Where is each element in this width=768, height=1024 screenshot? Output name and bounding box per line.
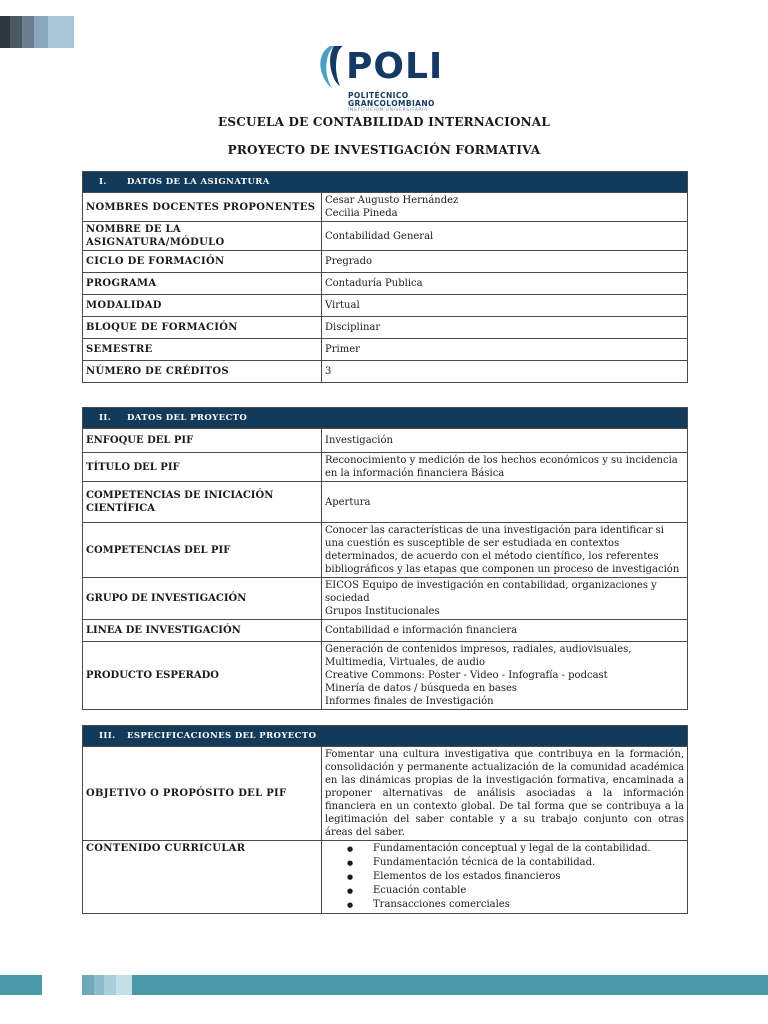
table-row [83, 317, 688, 339]
poli-swoosh-icon [316, 44, 346, 88]
row-label: SEMESTRE [83, 339, 322, 361]
logo-line3: INSTITUCIÓN UNIVERSITARIA [348, 108, 428, 113]
row-value: Conocer las características de una investigación para identificar si una cuestión es susceptible de ser estudiada en contextos determinados, de acuerdo con el método científico, los referentes bibliográficos y las etapas que componen un proceso de investigación [322, 523, 688, 578]
row-value: Investigación [322, 429, 688, 453]
content-list [325, 842, 684, 912]
logo-brand: POLI [346, 46, 444, 87]
table-row [83, 361, 688, 383]
row-value: Cesar Augusto Hernández [325, 195, 459, 206]
row-label: COMPETENCIAS DEL PIF [83, 523, 322, 578]
section-number: I. [99, 176, 107, 187]
row-label: GRUPO DE INVESTIGACIÓN [83, 578, 322, 620]
section-title: DATOS DE LA ASIGNATURA [127, 176, 270, 187]
table-row [83, 482, 688, 523]
row-value: Apertura [322, 482, 688, 523]
row-label: MODALIDAD [83, 295, 322, 317]
objective-text: Fomentar una cultura investigativa que contribuya en la formación, consolidación y permanente actualización de la comunidad académica en las dinámicas propias de la investigación formativa, encaminada a proponer alternativas de análisis asociadas a la información financiera en un contexto global. De tal forma que se contribuya a la legitimación del saber contable y a su trabajo conjunto con otras áreas del saber. [322, 747, 688, 841]
footer-decorative-bar [0, 975, 768, 995]
row-value: Primer [322, 339, 688, 361]
section-header [83, 726, 688, 747]
row-label: NOMBRE DE LA ASIGNATURA/MÓDULO [83, 222, 322, 251]
top-decorative-bar [0, 16, 74, 48]
table-row [83, 222, 688, 251]
table-row [83, 339, 688, 361]
table-row [83, 453, 688, 482]
row-value: Contaduría Publica [322, 273, 688, 295]
table-row [83, 620, 688, 642]
row-value: Contabilidad e información financiera [322, 620, 688, 642]
table-row [83, 747, 688, 841]
section-proyecto-table [82, 407, 688, 710]
list-item: ● Elementos de los estados financieros [347, 870, 684, 884]
list-item: ● Transacciones comerciales [347, 898, 684, 912]
section-number: III. [99, 730, 116, 741]
logo-line2: GRANCOLOMBIANO [348, 99, 435, 108]
row-label: PRODUCTO ESPERADO [83, 642, 322, 710]
row-label: BLOQUE DE FORMACIÓN [83, 317, 322, 339]
row-value: Disciplinar [322, 317, 688, 339]
poli-logo [316, 44, 456, 116]
section-number: II. [99, 412, 112, 423]
row-value: Grupos Institucionales [325, 606, 440, 617]
row-label: PROGRAMA [83, 273, 322, 295]
row-label: NOMBRES DOCENTES PROPONENTES [83, 193, 322, 222]
row-value: Minería de datos / búsqueda en bases [325, 683, 518, 694]
project-title: PROYECTO DE INVESTIGACIÓN FORMATIVA [227, 143, 541, 157]
row-value: Informes finales de Investigación [325, 696, 494, 707]
list-item: ● Fundamentación técnica de la contabilidad. [347, 856, 684, 870]
section-header [83, 408, 688, 429]
section-asignatura-table [82, 171, 688, 383]
table-row [83, 642, 688, 710]
objective-label: OBJETIVO O PROPÓSITO DEL PIF [83, 747, 322, 841]
section-title: DATOS DEL PROYECTO [127, 412, 248, 423]
row-value: Contabilidad General [322, 222, 688, 251]
row-value: Virtual [322, 295, 688, 317]
row-value: Pregrado [322, 251, 688, 273]
school-title: ESCUELA DE CONTABILIDAD INTERNACIONAL [218, 115, 550, 129]
logo-line1: POLITÉCNICO [348, 91, 409, 100]
table-row [83, 429, 688, 453]
row-label: CICLO DE FORMACIÓN [83, 251, 322, 273]
table-row [83, 578, 688, 620]
row-value: EICOS Equipo de investigación en contabilidad, organizaciones y sociedad [325, 580, 657, 604]
table-row [83, 273, 688, 295]
row-label: ENFOQUE DEL PIF [83, 429, 322, 453]
row-value: Cecilia Pineda [325, 208, 398, 219]
section-especificaciones-table [82, 725, 688, 914]
table-row [83, 193, 688, 222]
row-value: Multimedia, Virtuales, de audio [325, 657, 485, 668]
section-title: ESPECIFICACIONES DEL PROYECTO [127, 730, 317, 741]
row-value: 3 [322, 361, 688, 383]
table-row [83, 523, 688, 578]
row-label: COMPETENCIAS DE INICIACIÓN CIENTÍFICA [83, 482, 322, 523]
section-header [83, 172, 688, 193]
row-label: LINEA DE INVESTIGACIÓN [83, 620, 322, 642]
table-row [83, 295, 688, 317]
list-item: ● Ecuación contable [347, 884, 684, 898]
row-value: Creative Commons: Poster - Video - Infografía - podcast [325, 670, 608, 681]
content-label: CONTENIDO CURRICULAR [83, 841, 322, 914]
row-label: TÍTULO DEL PIF [83, 453, 322, 482]
list-item: ● Fundamentación conceptual y legal de la contabilidad. [347, 842, 684, 856]
table-row [83, 841, 688, 914]
table-row [83, 251, 688, 273]
row-label: NÚMERO DE CRÉDITOS [83, 361, 322, 383]
row-value: Reconocimiento y medición de los hechos económicos y su incidencia en la información financiera Básica [322, 453, 688, 482]
row-value: Generación de contenidos impresos, radiales, audiovisuales, [325, 644, 632, 655]
